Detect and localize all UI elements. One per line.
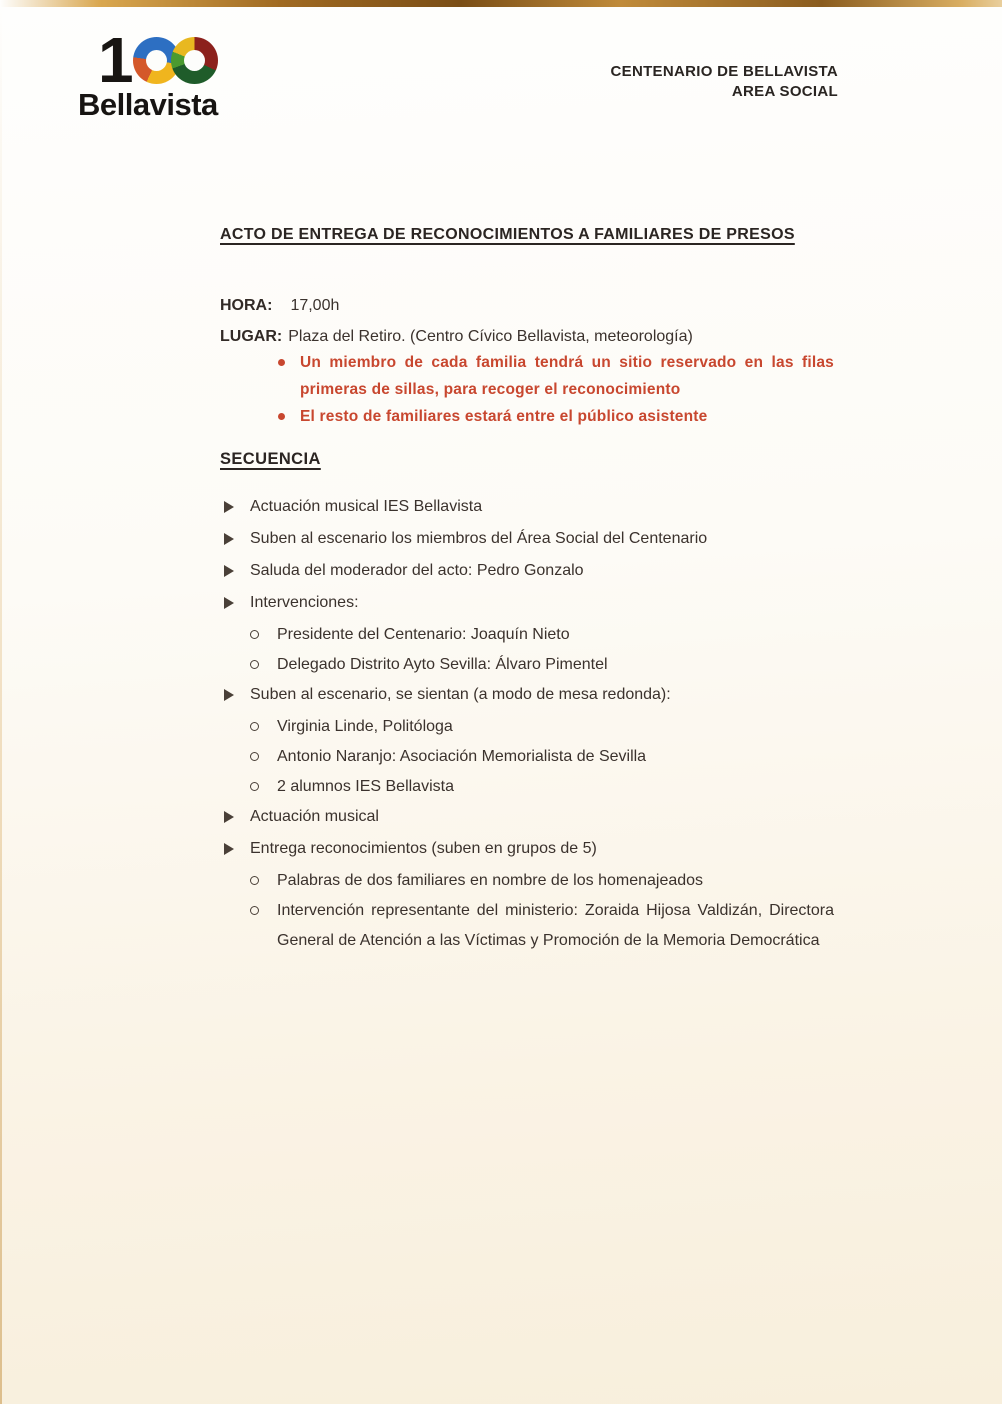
arrow-bullet-icon bbox=[224, 501, 234, 513]
note-item bbox=[278, 403, 834, 430]
bellavista-centenary-logo bbox=[78, 24, 218, 123]
sequence-item-text: 2 alumnos IES Bellavista bbox=[277, 778, 454, 795]
circle-bullet-icon bbox=[250, 906, 259, 915]
hora-label: HORA: bbox=[220, 297, 273, 314]
document-title: ACTO DE ENTREGA DE RECONOCIMIENTOS A FAMILIARES DE PRESOS bbox=[220, 226, 795, 243]
note-item-text: El resto de familiares estará entre el público asistente bbox=[300, 408, 708, 425]
logo-number-one: 1 bbox=[98, 24, 132, 96]
sequence-item-text: Entrega reconocimientos (suben en grupos de 5) bbox=[250, 840, 597, 857]
hora-value: 17,00h bbox=[290, 297, 340, 314]
hora-row bbox=[220, 290, 836, 321]
sequence-item-text: Suben al escenario, se sientan (a modo de mesa redonda): bbox=[250, 686, 671, 703]
note-item-text: Un miembro de cada familia tendrá un sitio reservado en las filas primeras de sillas, para recoger el reconocimiento bbox=[300, 354, 834, 398]
sequence-item-text: Saluda del moderador del acto: Pedro Gonzalo bbox=[250, 562, 584, 579]
sequence-item-text: Actuación musical bbox=[250, 808, 379, 825]
sequence-item bbox=[220, 588, 834, 620]
sequence-subitem bbox=[220, 620, 834, 650]
header-area-line: AREA SOCIAL bbox=[731, 83, 838, 100]
sequence-subitem bbox=[220, 896, 834, 956]
header-org-line: CENTENARIO DE BELLAVISTA bbox=[610, 63, 838, 80]
notes-list bbox=[278, 349, 834, 430]
arrow-bullet-icon bbox=[224, 565, 234, 577]
sequence-item bbox=[220, 492, 834, 524]
circle-bullet-icon bbox=[250, 876, 259, 885]
lugar-label: LUGAR: bbox=[220, 328, 283, 345]
circle-bullet-icon bbox=[250, 630, 259, 639]
photo-top-edge bbox=[0, 0, 1002, 7]
sequence-item bbox=[220, 802, 834, 834]
lugar-value: Plaza del Retiro. (Centro Cívico Bellavista, meteorología) bbox=[288, 328, 693, 345]
sequence-list bbox=[220, 492, 834, 956]
sequence-item-text: Palabras de dos familiares en nombre de los homenajeados bbox=[277, 872, 704, 889]
logo-brand-text: Bellavista bbox=[78, 87, 218, 122]
section-heading: SECUENCIA bbox=[220, 450, 321, 468]
sequence-subitem bbox=[220, 772, 834, 802]
logo-100-mark bbox=[78, 24, 218, 96]
dot-bullet-icon bbox=[278, 359, 285, 366]
sequence-item bbox=[220, 524, 834, 556]
sequence-item bbox=[220, 834, 834, 866]
circle-bullet-icon bbox=[250, 752, 259, 761]
logo-ring-right-icon bbox=[171, 37, 218, 84]
dot-bullet-icon bbox=[278, 413, 285, 420]
sequence-item-text: Delegado Distrito Ayto Sevilla: Álvaro Pimentel bbox=[277, 656, 608, 673]
arrow-bullet-icon bbox=[224, 533, 234, 545]
sequence-subitem bbox=[220, 866, 834, 896]
sequence-item-text: Suben al escenario los miembros del Área Social del Centenario bbox=[250, 530, 708, 547]
circle-bullet-icon bbox=[250, 782, 259, 791]
sequence-item-text: Actuación musical IES Bellavista bbox=[250, 498, 483, 515]
header-right-block bbox=[611, 62, 838, 102]
photo-left-edge bbox=[0, 7, 2, 1404]
sequence-item bbox=[220, 556, 834, 588]
sequence-item-text: Antonio Naranjo: Asociación Memorialista de Sevilla bbox=[277, 748, 647, 765]
circle-bullet-icon bbox=[250, 722, 259, 731]
sequence-subitem bbox=[220, 712, 834, 742]
sequence-item-text: Intervención representante del ministerio: Zoraida Hijosa Valdizán, Directora General de Atención a las Víctimas y Promoción de la Memoria Democrática bbox=[277, 902, 834, 949]
arrow-bullet-icon bbox=[224, 689, 234, 701]
sequence-item-text: Intervenciones: bbox=[250, 594, 359, 611]
sequence-subitem bbox=[220, 650, 834, 680]
arrow-bullet-icon bbox=[224, 597, 234, 609]
sequence-subitem bbox=[220, 742, 834, 772]
sequence-item-text: Presidente del Centenario: Joaquín Nieto bbox=[277, 626, 570, 643]
sequence-item-text: Virginia Linde, Politóloga bbox=[277, 718, 453, 735]
note-item bbox=[278, 349, 834, 403]
lugar-row bbox=[220, 321, 836, 352]
arrow-bullet-icon bbox=[224, 843, 234, 855]
arrow-bullet-icon bbox=[224, 811, 234, 823]
circle-bullet-icon bbox=[250, 660, 259, 669]
event-details bbox=[220, 290, 836, 352]
sequence-item bbox=[220, 680, 834, 712]
